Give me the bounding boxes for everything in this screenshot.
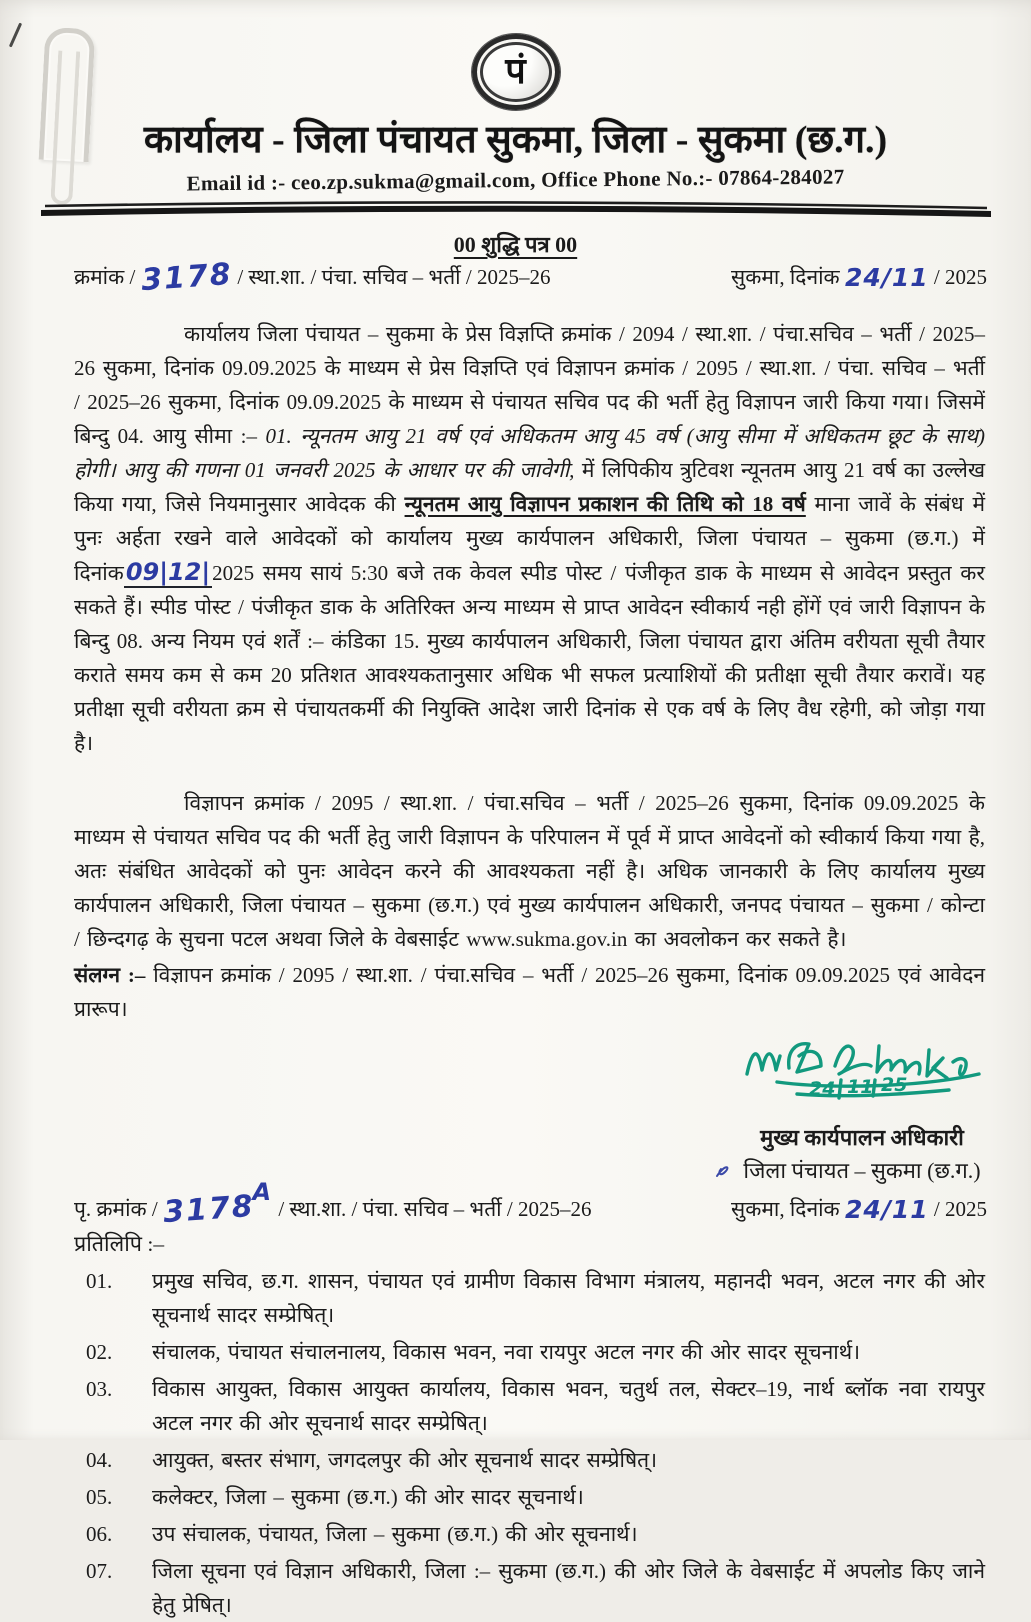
office-title: कार्यालय - जिला पंचायत सुकमा, जिला - सुकमा (छ.ग.)	[143, 119, 888, 161]
copy-number: 01.	[86, 1269, 113, 1293]
copy-item	[86, 1554, 985, 1622]
copy-number: 02.	[86, 1340, 113, 1364]
copy-to-label: प्रतिलिपि :–	[74, 1232, 165, 1256]
letterhead	[0, 0, 1031, 219]
handwritten-endorsement-number: 3178	[162, 1188, 256, 1231]
svg-text:24: 24	[809, 1078, 836, 1100]
copy-item	[86, 1335, 985, 1369]
paragraph-1	[74, 317, 985, 760]
contact-line: Email id :- ceo.zp.sukma@gmail.com, Office Phone No.:- 07864-284027	[186, 164, 845, 196]
copy-text: संचालक, पंचायत संचालनालय, विकास भवन, नवा रायपुर अटल नगर की ओर सादर सूचनार्थ।	[152, 1340, 861, 1364]
pen-squiggle-icon	[713, 1160, 735, 1182]
handwritten-signature-date: 24/11	[844, 1195, 929, 1224]
handwritten-date: 24/11	[844, 263, 929, 292]
para1-seg5: माना जावें के संबंध में पुनः अर्हता रखने वाले आवेदकों को कार्यालय मुख्य कार्यपालन अधिकारी, जिला पंचायत – सुकमा (छ.ग.) में दिनांक	[74, 492, 985, 585]
svg-text:25: 25	[881, 1074, 908, 1096]
enclosure-text: विज्ञापन क्रमांक / 2095 / स्था.शा. / पंचा.सचिव – भर्ती / 2025–26 सुकमा, दिनांक 09.09.2025 एवं आवेदन प्रारूप।	[74, 963, 986, 1021]
enclosure-label: संलग्न :–	[74, 963, 146, 987]
copy-text: प्रमुख सचिव, छ.ग. शासन, पंचायत एवं ग्रामीण विकास विभाग मंत्रालय, महानदी भवन, अटल नगर की ओर सूचनार्थ सादर सम्प्रेषित्।	[152, 1269, 985, 1327]
subject-line: 00 शुद्धि पत्र 00	[453, 232, 578, 257]
signature-block	[737, 1032, 987, 1187]
handwritten-signature	[737, 1032, 987, 1116]
copy-list	[86, 1264, 985, 1622]
copy-number: 05.	[86, 1485, 113, 1509]
copy-item	[86, 1517, 985, 1551]
handwritten-deadline-date: 09|12|	[125, 558, 211, 586]
copy-text: उप संचालक, पंचायत, जिला – सुकमा (छ.ग.) की ओर सूचनार्थ।	[152, 1522, 638, 1546]
copy-text: जिला सूचना एवं विज्ञान अधिकारी, जिला :– सुकमा (छ.ग.) की ओर जिले के वेबसाईट में अपलोड किए जाने हेतु प्रेषित्।	[152, 1559, 985, 1617]
endorsement-number: पृ. क्रमांक / 3178A / स्था.शा. / पंचा. सचिव – भर्ती / 2025–26	[74, 1178, 592, 1231]
copy-item	[86, 1443, 985, 1477]
handwritten-superscript-a: A	[252, 1178, 272, 1206]
para1-seg1: कार्यालय जिला पंचायत – सुकमा के प्रेस विज्ञप्ति क्रमांक / 2094 / स्था.शा. / पंचा.सचिव – भर्ती / 2025–26 सुकमा, दिनांक 09.09.2025 के माध्यम से प्रेस विज्ञप्ति एवं विज्ञापन क्रमांक / 2095 / स्था.शा. / पंचा. सचिव – भर्ती / 2025–26 सुकमा, दिनांक 09.09.2025 के माध्यम से पंचायत सचिव पद की भर्ती हेतु विज्ञापन जारी किया गया। जिसमें बिन्दु 04. आयु सीमा :–	[74, 322, 985, 448]
para1-seg7: 2025 समय सायं 5:30 बजे तक केवल स्पीड पोस्ट / पंजीकृत डाक के माध्यम से आवेदन प्रस्तुत कर सकते हैं। स्पीड पोस्ट / पंजीकृत डाक के अतिरिक्त अन्य माध्यम से प्राप्त आवेदन स्वीकार्य नही होंगें एवं जारी विज्ञापन के बिन्दु 08. अन्य नियम एवं शर्तें :– कंडिका 15. मुख्य कार्यपालन अधिकारी, जिला पंचायत द्वारा अंतिम वरीयता सूची तैयार कराते समय कम से कम 20 प्रतिशत आवश्यकतानुसार अधिक भी सफल प्रत्याशियों की प्रतीक्षा सूची तैयार करावें। यह प्रतीक्षा सूची वरीयता क्रम से पंचायतकर्मी की नियुक्ति आदेश जारी दिनांक से एक वर्ष के लिए वैध रहेगी, को जोड़ा गया है।	[74, 561, 985, 755]
copy-number: 03.	[86, 1377, 113, 1401]
signatory-designation: मुख्य कार्यपालन अधिकारी	[760, 1125, 964, 1150]
para1-bold-underline-clause: न्यूनतम आयु विज्ञापन प्रकाशन की तिथि को 18 वर्ष	[404, 492, 806, 516]
issue-date: सुकमा, दिनांक 24/11 / 2025	[731, 263, 987, 292]
enclosure-line	[74, 958, 985, 1026]
reference-row	[74, 256, 987, 299]
endorsement-row	[74, 1178, 987, 1231]
handwritten-ref-number: 3178	[139, 256, 234, 299]
double-rule	[41, 199, 991, 219]
copy-number: 07.	[86, 1559, 113, 1583]
signature-place-date: सुकमा, दिनांक 24/11 / 2025	[731, 1195, 987, 1224]
copy-item	[86, 1264, 985, 1332]
para1-italic-clause: 01. न्यूनतम आयु 21 वर्ष एवं अधिकतम आयु 45 वर्ष (आयु सीमा में अधिकतम छूट के साथ) होगी। आयु की गणना 01 जनवरी 2025 के आधार पर की जावेगी,	[74, 424, 985, 482]
paragraph-2: विज्ञापन क्रमांक / 2095 / स्था.शा. / पंचा.सचिव – भर्ती / 2025–26 सुकमा, दिनांक 09.09.2025 के माध्यम से पंचायत सचिव पद की भर्ती हेतु जारी विज्ञापन के परिपालन में पूर्व में प्राप्त आवेदनों को स्वीकार्य किया गया है, अतः संबंधित आवेदकों को पुनः आवेदन करने की आवश्यकता नहीं है। अधिक जानकारी के लिए कार्यालय मुख्य कार्यपालन अधिकारी, जिला पंचायत – सुकमा (छ.ग.) एवं मुख्य कार्यपालन अधिकारी, जनपद पंचायत – सुकमा / कोन्टा / छिन्दगढ़ के सुचना पटल अथवा जिले के वेबसाईट www.sukma.gov.in का अवलोकन कर सकते है।	[74, 791, 985, 951]
svg-text:11: 11	[847, 1076, 874, 1098]
signature-row	[0, 1032, 987, 1187]
signatory-organization: जिला पंचायत – सुकमा (छ.ग.)	[737, 1154, 987, 1187]
panchayat-logo-icon: पं	[472, 34, 560, 110]
copy-item	[86, 1480, 985, 1514]
copy-number: 04.	[86, 1448, 113, 1472]
copy-text: विकास आयुक्त, विकास आयुक्त कार्यालय, विकास भवन, चतुर्थ तल, सेक्टर–19, नार्थ ब्लॉक नवा रायपुर अटल नगर की ओर सूचनार्थ सादर सम्प्रेषित्।	[152, 1377, 985, 1435]
reference-number: क्रमांक / 3178 / स्था.शा. / पंचा. सचिव – भर्ती / 2025–26	[74, 256, 551, 299]
para1-seg3: में लिपिकीय त्रुटिवश न्यूनतम आयु 21 वर्ष का उल्लेख किया गया, जिसे नियमानुसार आवेदक की	[74, 458, 985, 516]
copy-text: आयुक्त, बस्तर संभाग, जगदलपुर की ओर सूचनार्थ सादर सम्प्रेषित्।	[152, 1448, 658, 1472]
copy-item	[86, 1372, 985, 1440]
copy-text: कलेक्टर, जिला – सुकमा (छ.ग.) की ओर सादर सूचनार्थ।	[152, 1485, 584, 1509]
copy-number: 06.	[86, 1522, 113, 1546]
